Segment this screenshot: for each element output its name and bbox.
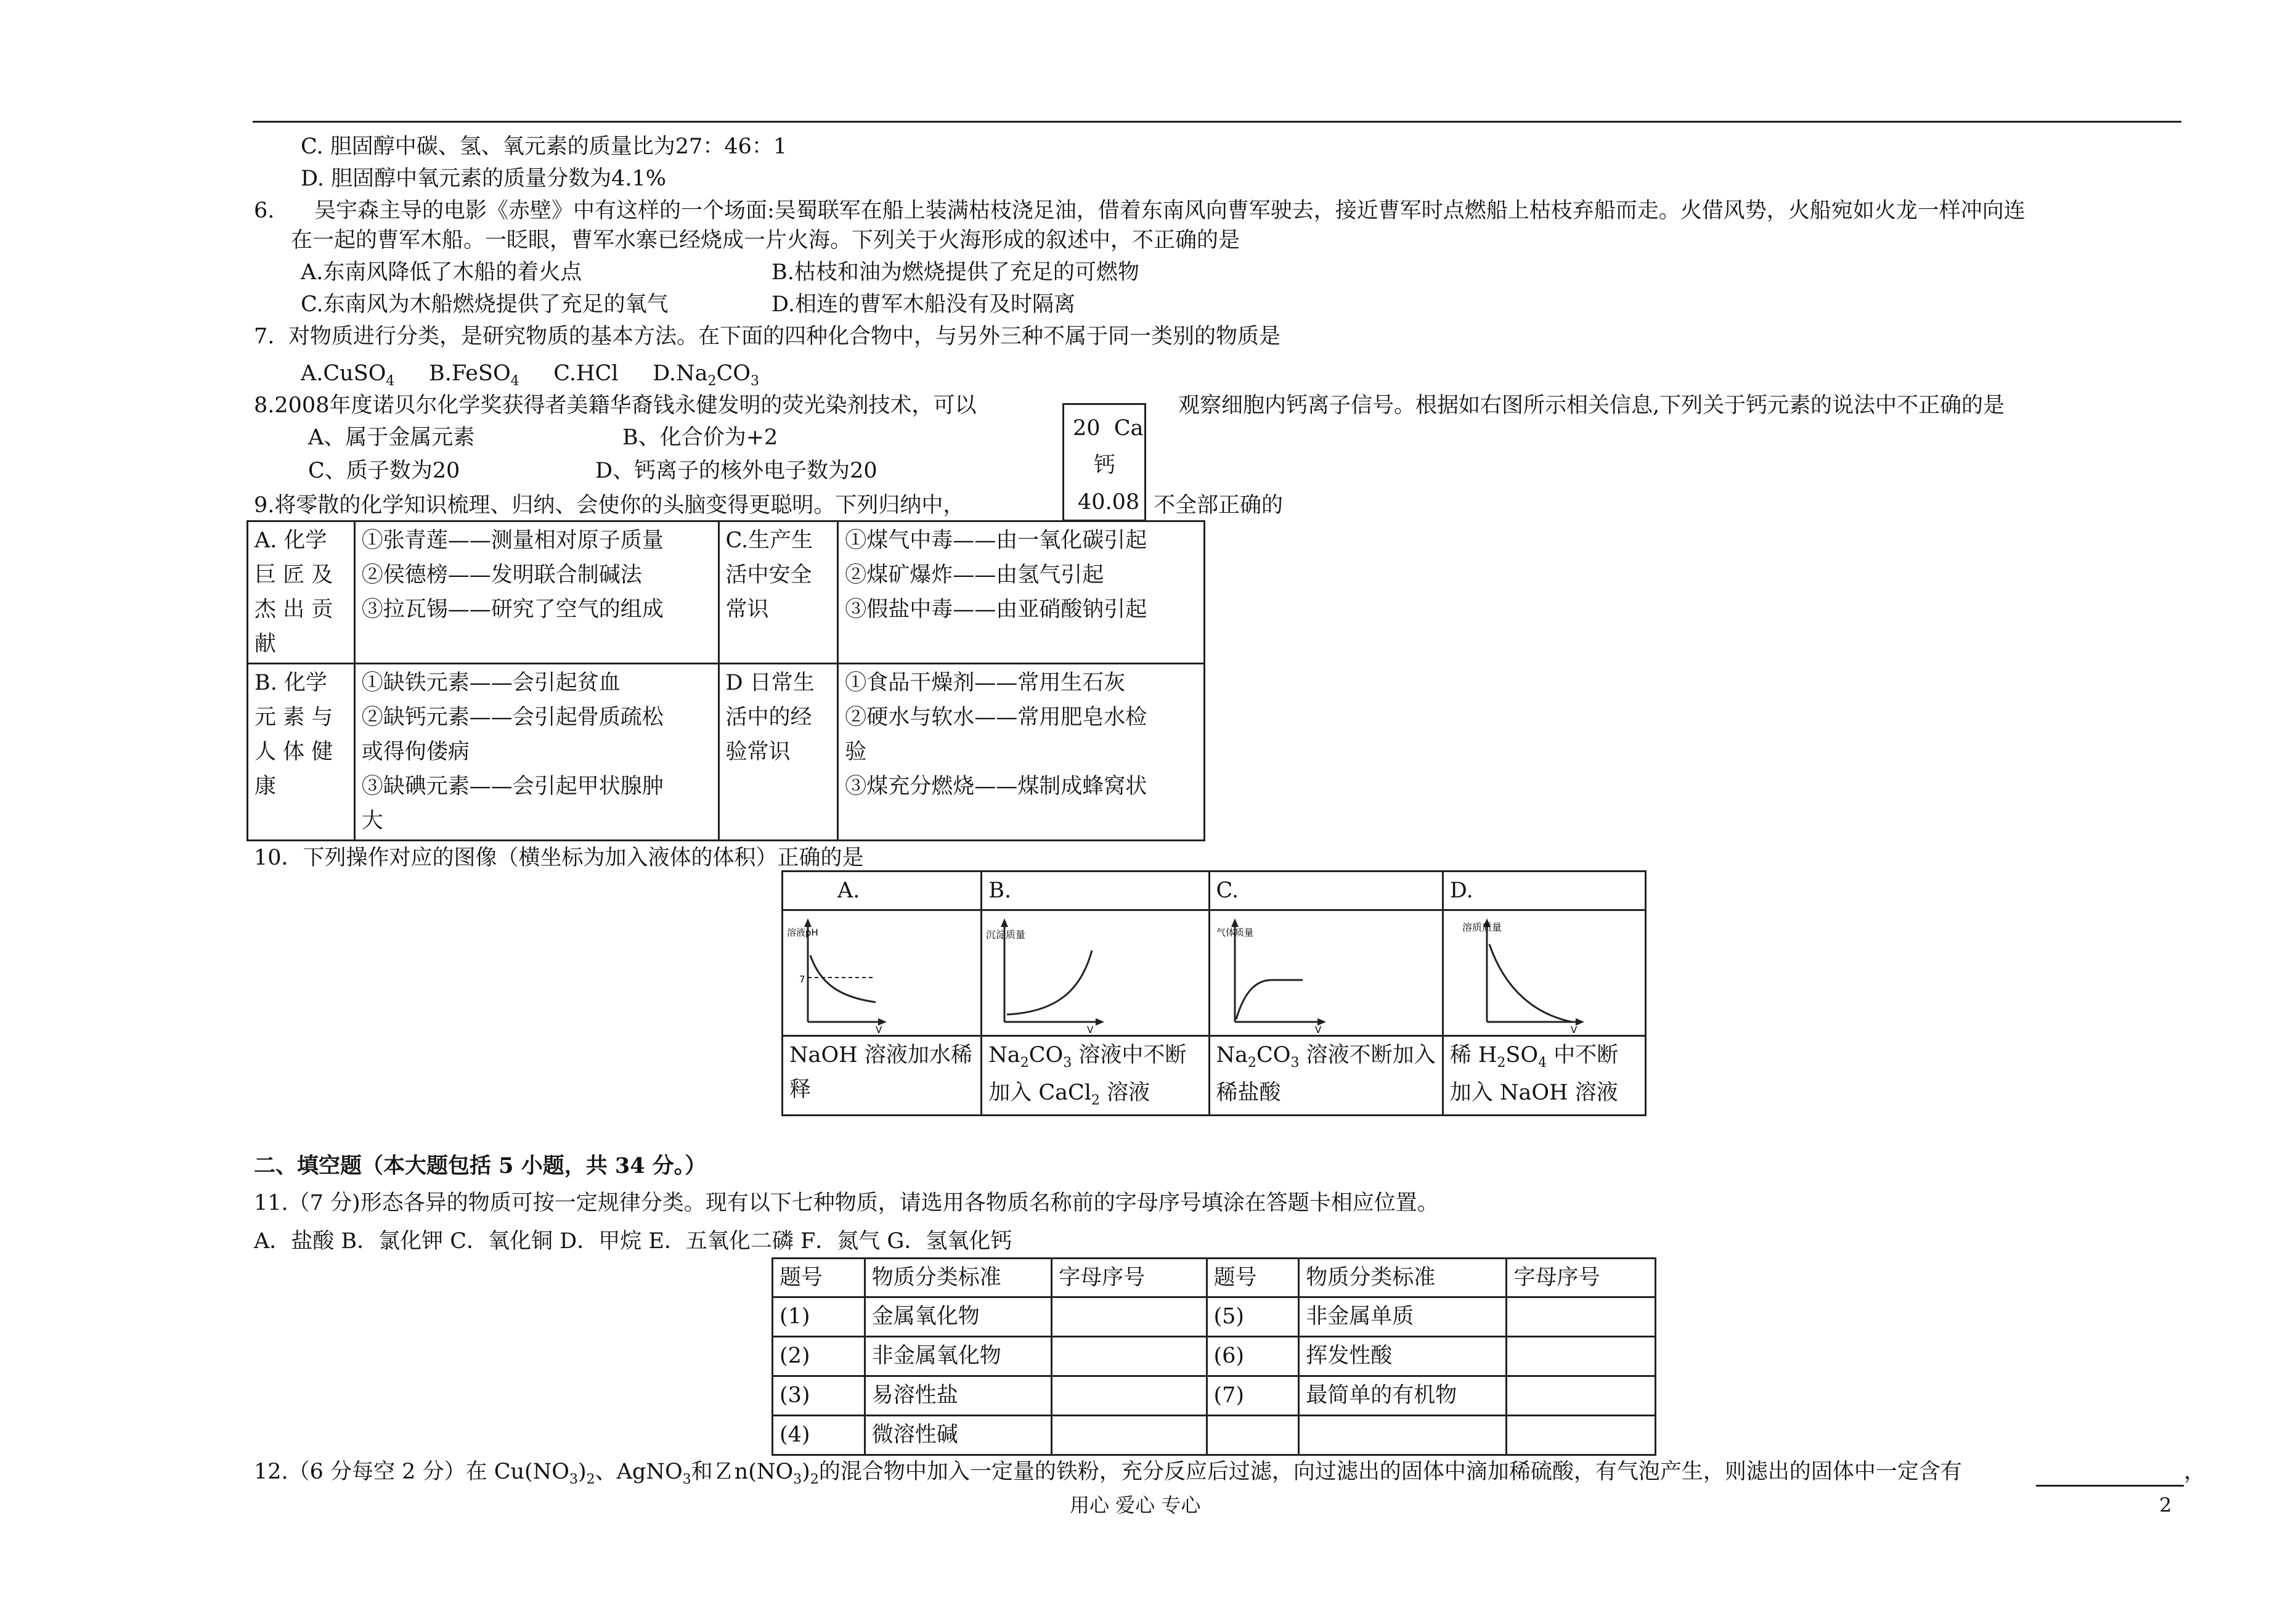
table-row [773, 1416, 1656, 1455]
q10-desc-d: 稀 $H_2SO_4$ 中不断 加入 NaOH 溶液 [1443, 1036, 1645, 1116]
q11-row4-standard: 微溶性碱 [865, 1416, 1051, 1455]
q7-option-d: $D.Na_2CO_3$ [653, 361, 760, 389]
q6-option-b: B.枯枝和油为燃烧提供了充足的可燃物 [771, 260, 1139, 285]
q11-row4-answer2 [1507, 1416, 1656, 1455]
q11-row2-standard: 非金属氧化物 [865, 1337, 1051, 1376]
q10-graph-b [982, 910, 1209, 1036]
q11-row3-answer[interactable] [1052, 1376, 1207, 1416]
q7-option-a: A.CuSO$_4$ [301, 361, 395, 389]
q7-option-b: B.FeSO$_4$ [429, 361, 519, 389]
q11-row3-standard: 易溶性盐 [865, 1376, 1051, 1416]
q6-option-c: C.东南风为木船燃烧提供了充足的氧气 [301, 292, 669, 317]
q10-graph-c-svg [1210, 911, 1442, 1034]
q11-row1-answer[interactable] [1052, 1297, 1207, 1337]
q11-header-num-2: 题号 [1207, 1259, 1299, 1297]
q9-cell-b-heading: B. 化学 元 素 与 人 体 健 康 [248, 664, 355, 841]
q11-header-letter-1: 字母序号 [1052, 1259, 1207, 1297]
q6-stem-line2: 在一起的曹军木船。一眨眼，曹军水寨已经烧成一片火海。下列关于火海形成的叙述中，不正确的是 [291, 228, 1240, 253]
q10-a-ylabel: 溶液pH [787, 927, 818, 938]
q11-substances: A．盐酸 B．氯化钾 C．氧化铜 D．甲烷 E．五氧化二磷 F．氮气 G．氢氧化钙 [254, 1229, 1012, 1254]
q10-head-d: D. [1443, 872, 1645, 910]
q10-d-xlabel: V [1570, 1024, 1577, 1034]
q10-head-b: B. [982, 872, 1209, 910]
q8-option-b: B、化合价为+2 [622, 425, 778, 450]
q11-row4-num2 [1207, 1416, 1299, 1455]
q11-row2-answer[interactable] [1052, 1337, 1207, 1376]
q8-option-a: A、属于金属元素 [308, 425, 475, 450]
q11-classification-table [771, 1257, 1656, 1456]
page-number: 2 [2159, 1493, 2172, 1517]
element-card-calcium [1062, 403, 1146, 521]
q10-stem: 10．下列操作对应的图像（横坐标为加入液体的体积）正确的是 [254, 846, 864, 870]
q11-row1-num: (1) [773, 1297, 865, 1337]
q10-c-xlabel: V [1314, 1024, 1321, 1034]
q11-row4-standard2 [1299, 1416, 1507, 1455]
q10-graph-table [781, 870, 1647, 1116]
q6-number: 6. [254, 198, 275, 223]
q10-d-ylabel: 溶质质量 [1462, 921, 1502, 933]
q10-desc-b: $Na_2CO_3$ 溶液中不断 加入 CaCl$_2$ 溶液 [982, 1036, 1209, 1116]
q9-cell-d-content: ①食品干燥剂——常用生石灰 ②硬水与软水——常用肥皂水检 验 ③煤充分燃烧——煤制成蜂窝状 [838, 664, 1205, 841]
q11-row3-answer2[interactable] [1507, 1376, 1656, 1416]
q11-row4-answer[interactable] [1052, 1416, 1207, 1455]
table-row [773, 1337, 1656, 1376]
q10-b-ylabel: 沉淀质量 [986, 929, 1026, 941]
q10-a-xlabel: V [876, 1024, 882, 1034]
q5-option-c: C. 胆固醇中碳、氢、氧元素的质量比为27：46：1 [301, 134, 788, 159]
q9-cell-c-content: ①煤气中毒——由一氧化碳引起 ②煤矿爆炸——由氢气引起 ③假盐中毒——由亚硝酸钠引起 [838, 521, 1205, 664]
q9-summary-table [246, 520, 1205, 841]
q11-row1-num2: (5) [1207, 1297, 1299, 1337]
q8-option-d: D、钙离子的核外电子数为20 [595, 459, 877, 483]
q9-cell-d-heading: D 日常生 活中的经 验常识 [719, 664, 838, 841]
q11-header-num-1: 题号 [773, 1259, 865, 1297]
table-row [773, 1297, 1656, 1337]
q10-graph-a [783, 910, 982, 1036]
q8-stem-part2: 观察细胞内钙离子信号。根据如右图所示相关信息,下列关于钙元素的说法中不正确的是 [1178, 393, 2005, 418]
q10-b-xlabel: V [1087, 1024, 1094, 1034]
q9-cell-a-heading: A. 化学 巨 匠 及 杰 出 贡 献 [248, 521, 355, 664]
q7-option-c: C.HCl [553, 361, 619, 386]
q9-cell-b-content: ①缺铁元素——会引起贫血 ②缺钙元素——会引起骨质疏松 或得佝偻病 ③缺碘元素——会引起甲状腺肿 大 [354, 664, 719, 841]
q9-cell-c-heading: C.生产生 活中安全 常识 [719, 521, 838, 664]
q9-cell-a-content: ①张青莲——测量相对原子质量 ②侯德榜——发明联合制碱法 ③拉瓦锡——研究了空气的组成 [354, 521, 719, 664]
footer-motto: 用心 爱心 专心 [1070, 1493, 1201, 1517]
q11-header-standard-2: 物质分类标准 [1299, 1259, 1507, 1297]
q8-option-c: C、质子数为20 [308, 459, 460, 483]
q11-row3-standard2: 最简单的有机物 [1299, 1376, 1507, 1416]
element-name: 钙 [1094, 453, 1116, 478]
q10-c-ylabel: 气体质量 [1216, 927, 1253, 938]
element-mass: 40.08 [1078, 490, 1140, 515]
q10-graph-c [1209, 910, 1443, 1036]
q11-stem: 11.（7 分)形态各异的物质可按一定规律分类。现有以下七种物质，请选用各物质名称前的字母序号填涂在答题卡相应位置。 [254, 1191, 1439, 1215]
q10-desc-a: NaOH 溶液加水稀 释 [783, 1036, 982, 1116]
q11-row2-answer2[interactable] [1507, 1337, 1656, 1376]
q11-row1-answer2[interactable] [1507, 1297, 1656, 1337]
q8-stem-part1: 8.2008年度诺贝尔化学奖获得者美籍华裔钱永健发明的荧光染剂技术，可以 [254, 393, 977, 418]
q6-option-a: A.东南风降低了木船的着火点 [301, 260, 582, 285]
q9-stem-tail: 不全部正确的 [1154, 493, 1284, 518]
q10-graph-b-svg [982, 911, 1208, 1034]
header-rule [253, 121, 2181, 123]
q11-row2-num: (2) [773, 1337, 865, 1376]
q10-head-c: C. [1209, 872, 1443, 910]
q11-row3-num: (3) [773, 1376, 865, 1416]
section-2-title: 二、填空题（本大题包括 5 小题，共 34 分。） [254, 1153, 707, 1178]
q11-row2-standard2: 挥发性酸 [1299, 1337, 1507, 1376]
q12-stem: 12.（6 分每空 2 分）在 $Cu(NO_3)_2$、AgNO$_3$和$Zn(NO_3)_2$的混合物中加入一定量的铁粉，充分反应后过滤，向过滤出的固体中滴加稀硫酸，有气泡产生，则滤出的固体中一定含有 [254, 1460, 1962, 1487]
q11-row3-num2: (7) [1207, 1376, 1299, 1416]
q10-head-a: A. [783, 872, 982, 910]
q10-graph-a-svg [783, 911, 980, 1034]
q7-stem: 对物质进行分类，是研究物质的基本方法。在下面的四种化合物中，与另外三种不属于同一类别的物质是 [288, 324, 1281, 349]
element-number-symbol: 20 Ca [1073, 416, 1144, 441]
table-row [773, 1376, 1656, 1416]
q10-a-seven: 7 [799, 974, 805, 985]
q7-number: 7. [254, 324, 275, 349]
q7-options [301, 359, 759, 391]
q5-option-d: D. 胆固醇中氧元素的质量分数为4.1% [301, 166, 666, 191]
q11-header-standard-1: 物质分类标准 [865, 1259, 1051, 1297]
q10-graph-d-svg [1444, 911, 1645, 1034]
q6-stem-line1: 吴宇森主导的电影《赤壁》中有这样的一个场面:吴蜀联军在船上装满枯枝浇足油，借着东南风向曹军驶去，接近曹军时点燃船上枯枝弃船而走。火借风势，火船宛如火龙一样冲向连 [314, 198, 2025, 223]
q10-desc-c: $Na_2CO_3$ 溶液不断加入 稀盐酸 [1209, 1036, 1443, 1116]
q11-header-letter-2: 字母序号 [1507, 1259, 1656, 1297]
q9-stem: 9.将零散的化学知识梳理、归纳、会使你的头脑变得更聪明。下列归纳中， [254, 493, 965, 518]
q11-row2-num2: (6) [1207, 1337, 1299, 1376]
q6-option-d: D.相连的曹军木船没有及时隔离 [771, 292, 1075, 317]
q11-row1-standard2: 非金属单质 [1299, 1297, 1507, 1337]
q11-row1-standard: 金属氧化物 [865, 1297, 1051, 1337]
q12-answer-blank[interactable]: ， [2036, 1457, 2205, 1487]
q11-row4-num: (4) [773, 1416, 865, 1455]
q10-graph-d [1443, 910, 1645, 1036]
